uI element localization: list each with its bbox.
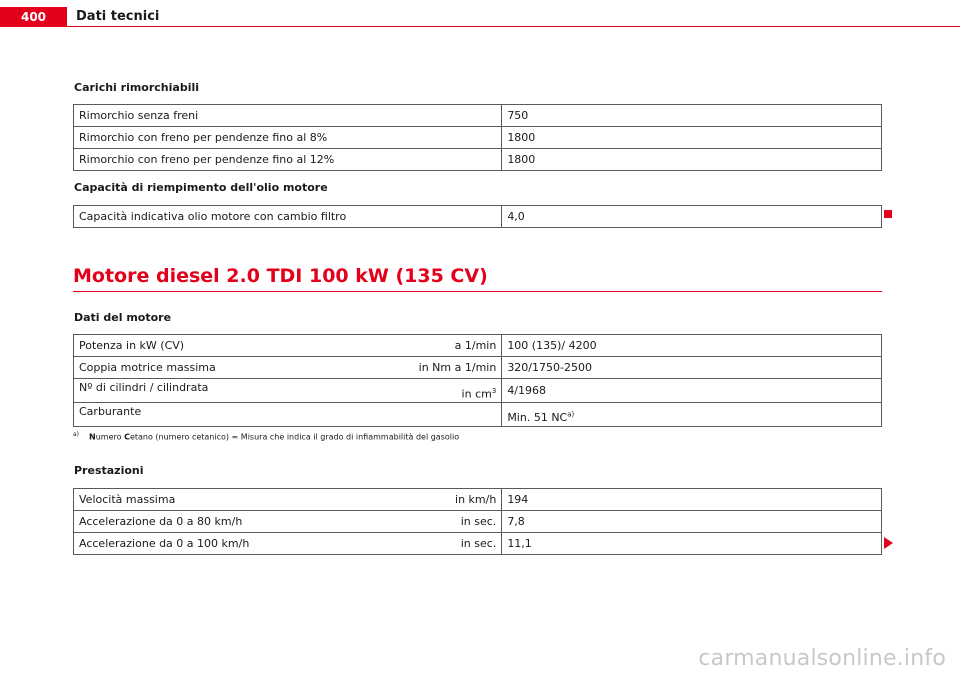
- row-label: Rimorchio con freno per pendenze fino al 8%: [74, 127, 502, 149]
- row-unit-sup: 3: [491, 386, 497, 395]
- table-row: [74, 127, 882, 149]
- row-label: Potenza in kW (CV): [79, 339, 185, 352]
- row-label-cell: [74, 379, 502, 403]
- row-label-cell: [74, 357, 502, 379]
- table-row: [74, 149, 882, 171]
- footnote-bold-c: C: [124, 432, 130, 442]
- row-value: 1800: [502, 127, 882, 149]
- title-rule: [73, 291, 882, 292]
- next-page-arrow-icon: [884, 537, 893, 549]
- row-label: Coppia motrice massima: [79, 361, 216, 374]
- page-header: [0, 0, 960, 27]
- table-row: [74, 357, 882, 379]
- row-label-cell: [74, 403, 502, 427]
- row-label: Velocità massima: [79, 493, 176, 506]
- row-label-cell: [74, 533, 502, 555]
- row-label: Accelerazione da 0 a 80 km/h: [79, 515, 243, 528]
- footnote: [73, 431, 459, 442]
- row-value: 4,0: [502, 206, 882, 228]
- row-label: Carburante: [79, 405, 142, 418]
- row-label-cell: [74, 489, 502, 511]
- row-label: Accelerazione da 0 a 100 km/h: [79, 537, 250, 550]
- footnote-bold-n: N: [89, 432, 96, 442]
- row-unit-wrap: [462, 387, 497, 401]
- row-unit: in sec.: [460, 537, 497, 550]
- row-value: Min. 51 NC: [507, 411, 568, 425]
- engine-title: Motore diesel 2.0 TDI 100 kW (135 CV): [73, 265, 488, 287]
- engine-data-heading: Dati del motore: [74, 311, 172, 324]
- row-unit: in km/h: [455, 493, 497, 506]
- footnote-marker: a): [73, 431, 80, 438]
- table-row: [74, 533, 882, 555]
- table-row: [74, 403, 882, 427]
- row-value: 4/1968: [502, 379, 882, 403]
- header-title: Dati tecnici: [76, 9, 160, 24]
- table-row: [74, 511, 882, 533]
- table-row: [74, 105, 882, 127]
- performance-table: [73, 488, 882, 555]
- row-value: 11,1: [502, 533, 882, 555]
- performance-heading: Prestazioni: [74, 464, 144, 477]
- row-unit: a 1/min: [454, 339, 497, 352]
- footnote-text-1: umero: [95, 432, 125, 442]
- row-value-sup: a): [567, 410, 575, 419]
- row-value: 320/1750-2500: [502, 357, 882, 379]
- row-label: Rimorchio con freno per pendenze fino al 12%: [74, 149, 502, 171]
- section-end-icon: [884, 210, 892, 218]
- row-value: 100 (135)/ 4200: [502, 335, 882, 357]
- footnote-text-2: etano (numero cetanico) = Misura che indica il grado di infiammabilità del gasolio: [129, 432, 460, 442]
- trailer-loads-heading: Carichi rimorchiabili: [74, 81, 200, 94]
- table-row: [74, 379, 882, 403]
- row-unit: in Nm a 1/min: [418, 361, 497, 374]
- trailer-loads-table: [73, 104, 882, 171]
- row-label: Rimorchio senza freni: [74, 105, 502, 127]
- row-label: Capacità indicativa olio motore con cambio filtro: [74, 206, 502, 228]
- table-row: [74, 206, 882, 228]
- engine-data-table: [73, 334, 882, 427]
- row-value-cell: [502, 403, 882, 427]
- row-value: 194: [502, 489, 882, 511]
- row-value-wrap: [507, 411, 574, 424]
- row-unit: in sec.: [460, 515, 497, 528]
- row-value: 1800: [502, 149, 882, 171]
- row-label: Nº di cilindri / cilindrata: [79, 381, 209, 394]
- header-rule: [0, 26, 960, 27]
- row-unit: in cm: [461, 387, 492, 401]
- row-value: 750: [502, 105, 882, 127]
- row-label-cell: [74, 511, 502, 533]
- watermark: carmanualsonline.info: [698, 646, 946, 671]
- oil-capacity-heading: Capacità di riempimento dell'olio motore: [74, 181, 328, 194]
- table-row: [74, 335, 882, 357]
- oil-capacity-table: [73, 205, 882, 228]
- row-value: 7,8: [502, 511, 882, 533]
- table-row: [74, 489, 882, 511]
- page-number: 400: [0, 7, 67, 27]
- row-label-cell: [74, 335, 502, 357]
